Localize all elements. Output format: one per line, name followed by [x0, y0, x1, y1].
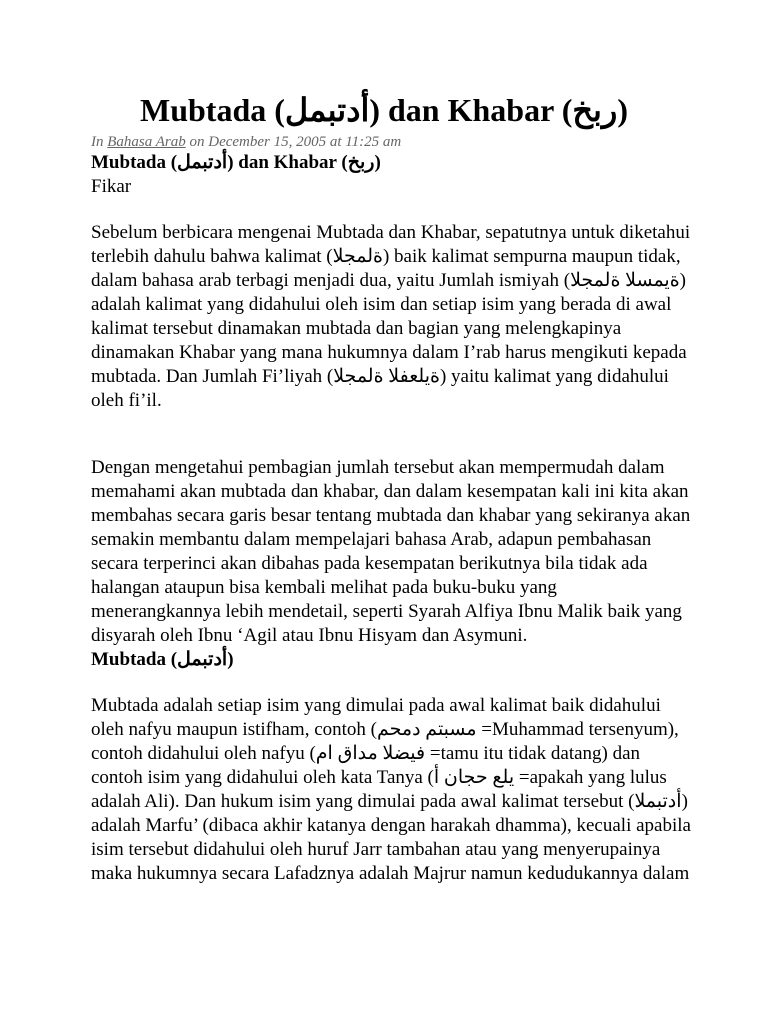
- spacer: [91, 199, 691, 221]
- paragraph-intro: Sebelum berbicara mengenai Mubtada dan Khabar, sepatutnya untuk diketahui terlebih dahulu bahwa kalimat (ةلمجلا) baik kalimat sempurna maupun tidak, dalam bahasa arab terbagi menjadi dua, yaitu Jumlah ismiyah (ةيمسلا ةلمجلا) adalah kalimat yang didahului oleh isim dan setiap isim yang berada di awal kalimat tersebut dinamakan mubtada dan bagian yang melengkapinya dinamakan Khabar yang mana hukumnya dalam I’rab harus mengikuti kepada mubtada. Dan Jumlah Fi’liyah (ةيلعفلا ةلمجلا) yaitu kalimat yang didahului oleh fi’il.: [91, 222, 691, 411]
- meta-on-label: on: [189, 134, 205, 150]
- spacer: [91, 672, 691, 694]
- page-title: Mubtada (أدتبمل) dan Khabar (ربخ): [139, 92, 629, 128]
- post-meta: [91, 132, 401, 152]
- article-author: Fikar: [91, 176, 132, 197]
- section-heading-mubtada: Mubtada (أدتبمل): [91, 649, 234, 670]
- post-date: December 15, 2005: [208, 134, 327, 150]
- post-time: 11:25 am: [345, 134, 402, 150]
- category-link[interactable]: Bahasa Arab: [107, 134, 186, 150]
- article-subtitle: Mubtada (أدتبمل) dan Khabar (ربخ): [91, 152, 381, 173]
- spacer: [91, 413, 691, 456]
- article-body: [91, 151, 691, 886]
- paragraph-mubtada-definition: Mubtada adalah setiap isim yang dimulai pada awal kalimat baik didahului oleh nafyu maupun istifham, contoh (مسبتم دمحم =Muhammad tersenyum), contoh didahului oleh nafyu (فيضلا مداق ام =tamu itu tidak datang) dan contoh isim yang didahului oleh kata Tanya (يلع حجان أ =apakah yang lulus adalah Ali). Dan hukum isim yang dimulai pada awal kalimat tersebut (أدتبملا) adalah Marfu’ (dibaca akhir katanya dengan harakah dhamma), kecuali apabila isim tersebut didahului oleh huruf Jarr tambahan atau yang menyerupainya maka hukumnya secara Lafadznya adalah Majrur namun kedudukannya dalam: [91, 695, 691, 884]
- meta-prefix: In: [91, 134, 104, 150]
- meta-at-label: at: [329, 134, 342, 150]
- paragraph-overview: Dengan mengetahui pembagian jumlah tersebut akan mempermudah dalam memahami akan mubtada dan khabar, dan dalam kesempatan kali ini kita akan membahas secara garis besar tentang mubtada dan khabar yang sekiranya akan semakin membantu dalam mempelajari bahasa Arab, adapun pembahasan secara terperinci akan dibahas pada kesempatan berikutnya bila tidak ada halangan ataupun bisa kembali melihat pada buku-buku yang menerangkannya lebih mendetail, seperti Syarah Alfiya Ibnu Malik baik yang disyarah oleh Ibnu ‘Agil atau Ibnu Hisyam dan Asymuni.: [91, 457, 691, 646]
